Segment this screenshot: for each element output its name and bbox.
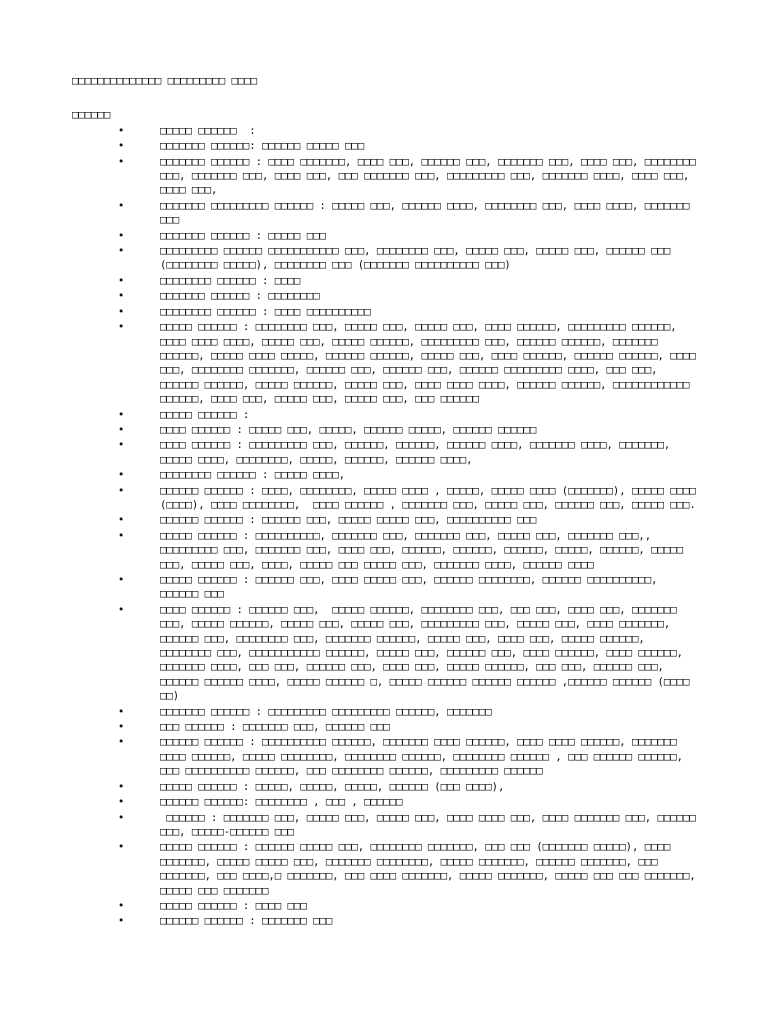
list-item [72, 229, 698, 243]
list-item-text: □□□□□□□ □□□□□□ : □□□□□□□□ [160, 290, 320, 303]
list-item-text: □□□□□ □□□□□□ : □□□□□□□□ □□□, □□□□□ □□□, □□□□□ □□□, □□□□ □□□□□□, □□□□□□□□□ □□□□□□, □□□□ □□□□ □□□□, □□□□□ □□□, □□□□□ □□□□□□, □□□□□□□□□ □□□, □□□□□□ □□□□□□, □□□□□□□ □□□□□□, □□□□□ □□□□ □□□□□, □□□□□□ □□□□□□, □□□□□ □□□, □□□□ □□□□□□, □□□□□□ □□□□□□, □□□□ □□□, □□□□□□□□ □□□□□□□, □□□□□□ □□□, □□□□□□ □□□, □□□□□□ □□□□□□□□□ □□□□, □□□ □□□, □□□□□□ □□□□□□, □□□□□ □□□□□□, □□□□□ □□□, □□□□ □□□□ □□□□, □□□□□□ □□□□□□, □□□□□□□□□□□□ □□□□□□, □□□□ □□□, □□□□□ □□□, □□□□□ □□□, □□□ □□□□□□ [160, 321, 703, 406]
list-item [72, 305, 698, 319]
list-item-text: □□□□□ □□□□□□ : □□□□ □□□ [160, 899, 307, 912]
bullet-icon: • [118, 899, 125, 912]
bullet-icon: • [118, 811, 125, 824]
list-item-text: □□□□□ □□□□□□ : □□□□□□□□□□, □□□□□□□ □□□, □□□□□□□ □□□, □□□□□ □□□, □□□□□□□ □□□,, □□□□□□□□□ □□□, □□□□□□□ □□□, □□□□ □□□, □□□□□□, □□□□□□, □□□□□□, □□□□□, □□□□□□, □□□□□ □□□, □□□□□ □□□, □□□□, □□□□□ □□□ □□□□□ □□□, □□□□□□□ □□□□, □□□□□□ □□□□ [160, 529, 690, 571]
bullet-icon: • [118, 140, 125, 153]
list-item [72, 513, 698, 527]
list-item-text: □□□□□□□□□ □□□□□□ □□□□□□□□□□□ □□□, □□□□□□□□ □□□, □□□□□ □□□, □□□□□ □□□, □□□□□□ □□□ (□□□□□□□□ □□□□□), □□□□□□□□ □□□ (□□□□□□□ □□□□□□□□□□ □□□) [160, 245, 677, 272]
bullet-icon: • [118, 514, 125, 527]
list-item [72, 408, 698, 422]
list-item [72, 274, 698, 288]
bullet-icon: • [118, 155, 125, 168]
bullet-icon: • [118, 199, 125, 212]
bullet-icon: • [118, 290, 125, 303]
list-item-text: □□□□□ □□□□□□ : □□□□□, □□□□□, □□□□□, □□□□□□ (□□□ □□□□), [160, 780, 505, 793]
list-item-text: □□□□□□ : □□□□□□□ □□□, □□□□□ □□□, □□□□□ □□□, □□□□ □□□□ □□□, □□□□ □□□□□□□ □□□, □□□□□□ □□□, □□□□□-□□□□□□ □□□ [160, 811, 703, 838]
list-item-text: □□□□□□□ □□□□□□ : □□□□□□□□□ □□□□□□□□□ □□□□□□, □□□□□□□ [160, 705, 492, 718]
list-item [72, 468, 698, 482]
list-item [72, 484, 703, 513]
bullet-icon: • [118, 721, 125, 734]
list-item [72, 199, 698, 228]
list-item [72, 124, 698, 138]
list-item [72, 914, 698, 928]
bullet-icon: • [118, 529, 125, 542]
list-item [72, 529, 698, 572]
list-item-text: □□□ □□□□□□ : □□□□□□□ □□□, □□□□□□ □□□ [160, 721, 390, 734]
bullet-icon: • [118, 321, 125, 334]
bullet-icon: • [118, 469, 125, 482]
list-item [72, 811, 703, 840]
bullet-icon: • [118, 439, 125, 452]
list-item-text: □□□□□□ □□□□□□ : □□□□□□□ □□□ [160, 915, 333, 928]
list-item-text: □□□□□ □□□□□□ : □□□□□□ □□□□□ □□□, □□□□□□□□ □□□□□□□, □□□ □□□ (□□□□□□□ □□□□□), □□□□ □□□□□□□, □□□□□ □□□□□ □□□, □□□□□□□ □□□□□□□□, □□□□□ □□□□□□□, □□□□□□ □□□□□□□, □□□ □□□□□□□, □□□ □□□□,□ □□□□□□□, □□□ □□□□ □□□□□□□, □□□□□ □□□□□□□, □□□□□ □□□ □□□ □□□□□□□, □□□□□ □□□ □□□□□□□ [160, 841, 703, 897]
list-item [72, 840, 703, 898]
list-item [72, 244, 698, 273]
bullet-icon: • [118, 124, 125, 137]
list-item-text: □□□□□ □□□□□□ : □□□□□□ □□□, □□□□ □□□□□ □□□, □□□□□□ □□□□□□□□, □□□□□□ □□□□□□□□□□, □□□□□□ □□□ [160, 574, 664, 601]
list-item [72, 320, 703, 406]
list-item [72, 423, 698, 437]
list-item-text: □□□□□□□ □□□□□□: □□□□□□ □□□□□ □□□ [160, 140, 365, 153]
list-item-text: □□□□□□ □□□□□□: □□□□□□□□ , □□□ , □□□□□□ [160, 796, 403, 809]
bullet-icon: • [118, 736, 125, 749]
list-item [72, 735, 698, 778]
section-heading: □□□□□□ [72, 109, 111, 122]
list-item-text: □□□□□□□ □□□□□□□□□ □□□□□□ : □□□□□ □□□, □□□□□□ □□□□, □□□□□□□□ □□□, □□□□ □□□□, □□□□□□□ □□□ [160, 199, 696, 227]
bullet-icon: • [118, 705, 125, 718]
list-item [72, 289, 698, 303]
document-title: □□□□□□□□□□□□□□ □□□□□□□□□ □□□□ [72, 75, 257, 87]
list-item-text: □□□□□□□□ □□□□□□ : □□□□ □□□□□□□□□□ [160, 305, 371, 318]
list-item [72, 720, 698, 734]
bullet-icon: • [118, 305, 125, 318]
list-item-text: □□□□□□ □□□□□□ : □□□□□□ □□□, □□□□□ □□□□□ □□□, □□□□□□□□□□ □□□ [160, 514, 537, 527]
bullet-icon: • [118, 245, 125, 258]
bullet-icon: • [118, 780, 125, 793]
list-item-text: □□□□ □□□□□□ : □□□□□□□□□ □□□, □□□□□□, □□□□□□, □□□□□□ □□□□, □□□□□□□ □□□□, □□□□□□□, □□□□□ □□□□, □□□□□□□□, □□□□□, □□□□□□, □□□□□□ □□□□, [160, 439, 677, 466]
bullet-icon: • [118, 841, 125, 854]
list-item-text: □□□□ □□□□□□ : □□□□□ □□□, □□□□□, □□□□□□ □□□□□, □□□□□□ □□□□□□ [160, 423, 537, 436]
bullet-list [72, 124, 703, 929]
list-item-text: □□□□□ □□□□□□ : [160, 124, 256, 137]
list-item [72, 573, 698, 602]
bullet-icon: • [118, 408, 125, 421]
list-item-text: □□□□□□ □□□□□□ : □□□□□□□□□□ □□□□□□, □□□□□□□ □□□□ □□□□□□, □□□□ □□□□ □□□□□□, □□□□□□□ □□□□ □□□□□□, □□□□□ □□□□□□□□, □□□□□□□□ □□□□□□, □□□□□□□□ □□□□□□ , □□□ □□□□□□ □□□□□□, □□□ □□□□□□□□□□ □□□□□□, □□□ □□□□□□□□ □□□□□□, □□□□□□□□□ □□□□□□ [160, 736, 690, 778]
list-item-text: □□□□□□ □□□□□□ : □□□□, □□□□□□□□, □□□□□ □□□□ , □□□□□, □□□□□ □□□□ (□□□□□□□), □□□□□ □□□□ (□□□□), □□□□ □□□□□□□□, □□□□ □□□□□□ , □□□□□□□ □□□, □□□□□ □□□, □□□□□□ □□□, □□□□□ □□□. [160, 484, 703, 511]
list-item-text: □□□□□ □□□□□□ : [160, 408, 250, 421]
list-item-text: □□□□□□□ □□□□□□ : □□□□□ □□□ [160, 229, 326, 242]
bullet-icon: • [118, 796, 125, 809]
list-item-text: □□□□□□□□ □□□□□□ : □□□□□ □□□□, [160, 469, 345, 482]
bullet-icon: • [118, 229, 125, 242]
bullet-icon: • [118, 274, 125, 287]
bullet-icon: • [118, 574, 125, 586]
bullet-icon: • [118, 915, 125, 928]
list-item [72, 795, 698, 809]
list-item [72, 899, 698, 913]
list-item-text: □□□□ □□□□□□ : □□□□□□ □□□, □□□□□ □□□□□□, □□□□□□□□ □□□, □□□ □□□, □□□□ □□□, □□□□□□□ □□□, □□□□□ □□□□□□, □□□□□ □□□, □□□□□ □□□, □□□□□□□□□ □□□, □□□□□ □□□, □□□□ □□□□□□□, □□□□□□ □□□, □□□□□□□□ □□□, □□□□□□□ □□□□□□, □□□□□ □□□, □□□□ □□□, □□□□□ □□□□□□, □□□□□□□□ □□□, □□□□□□□□□□□ □□□□□□, □□□□□ □□□, □□□□□□ □□□, □□□□ □□□□□□, □□□□ □□□□□□, □□□□□□□ □□□□, □□□ □□□, □□□□□□ □□□, □□□□ □□□, □□□□□ □□□□□□, □□□ □□□, □□□□□□ □□□, □□□□□□ □□□□□□ □□□□, □□□□□ □□□□□□ □, □□□□□ □□□□□□ □□□□□□ □□□□□□ ,□□□□□□ □□□□□□ (□□□□ □□) [160, 603, 696, 703]
list-item [72, 705, 698, 719]
bullet-icon: • [118, 423, 125, 436]
bullet-icon: • [118, 484, 125, 497]
list-item [72, 155, 703, 198]
list-item [72, 438, 698, 467]
list-item-text: □□□□□□□ □□□□□□ : □□□□ □□□□□□□, □□□□ □□□, □□□□□□ □□□, □□□□□□□ □□□, □□□□ □□□, □□□□□□□□ □□□, □□□□□□□ □□□, □□□□ □□□, □□□ □□□□□□□ □□□, □□□□□□□□□ □□□, □□□□□□□ □□□□, □□□□ □□□, □□□□ □□□, [160, 155, 703, 197]
list-item [72, 603, 698, 704]
bullet-icon: • [118, 603, 125, 616]
list-item-text: □□□□□□□□ □□□□□□ : □□□□ [160, 274, 301, 287]
list-item [72, 139, 698, 153]
list-item [72, 780, 698, 794]
